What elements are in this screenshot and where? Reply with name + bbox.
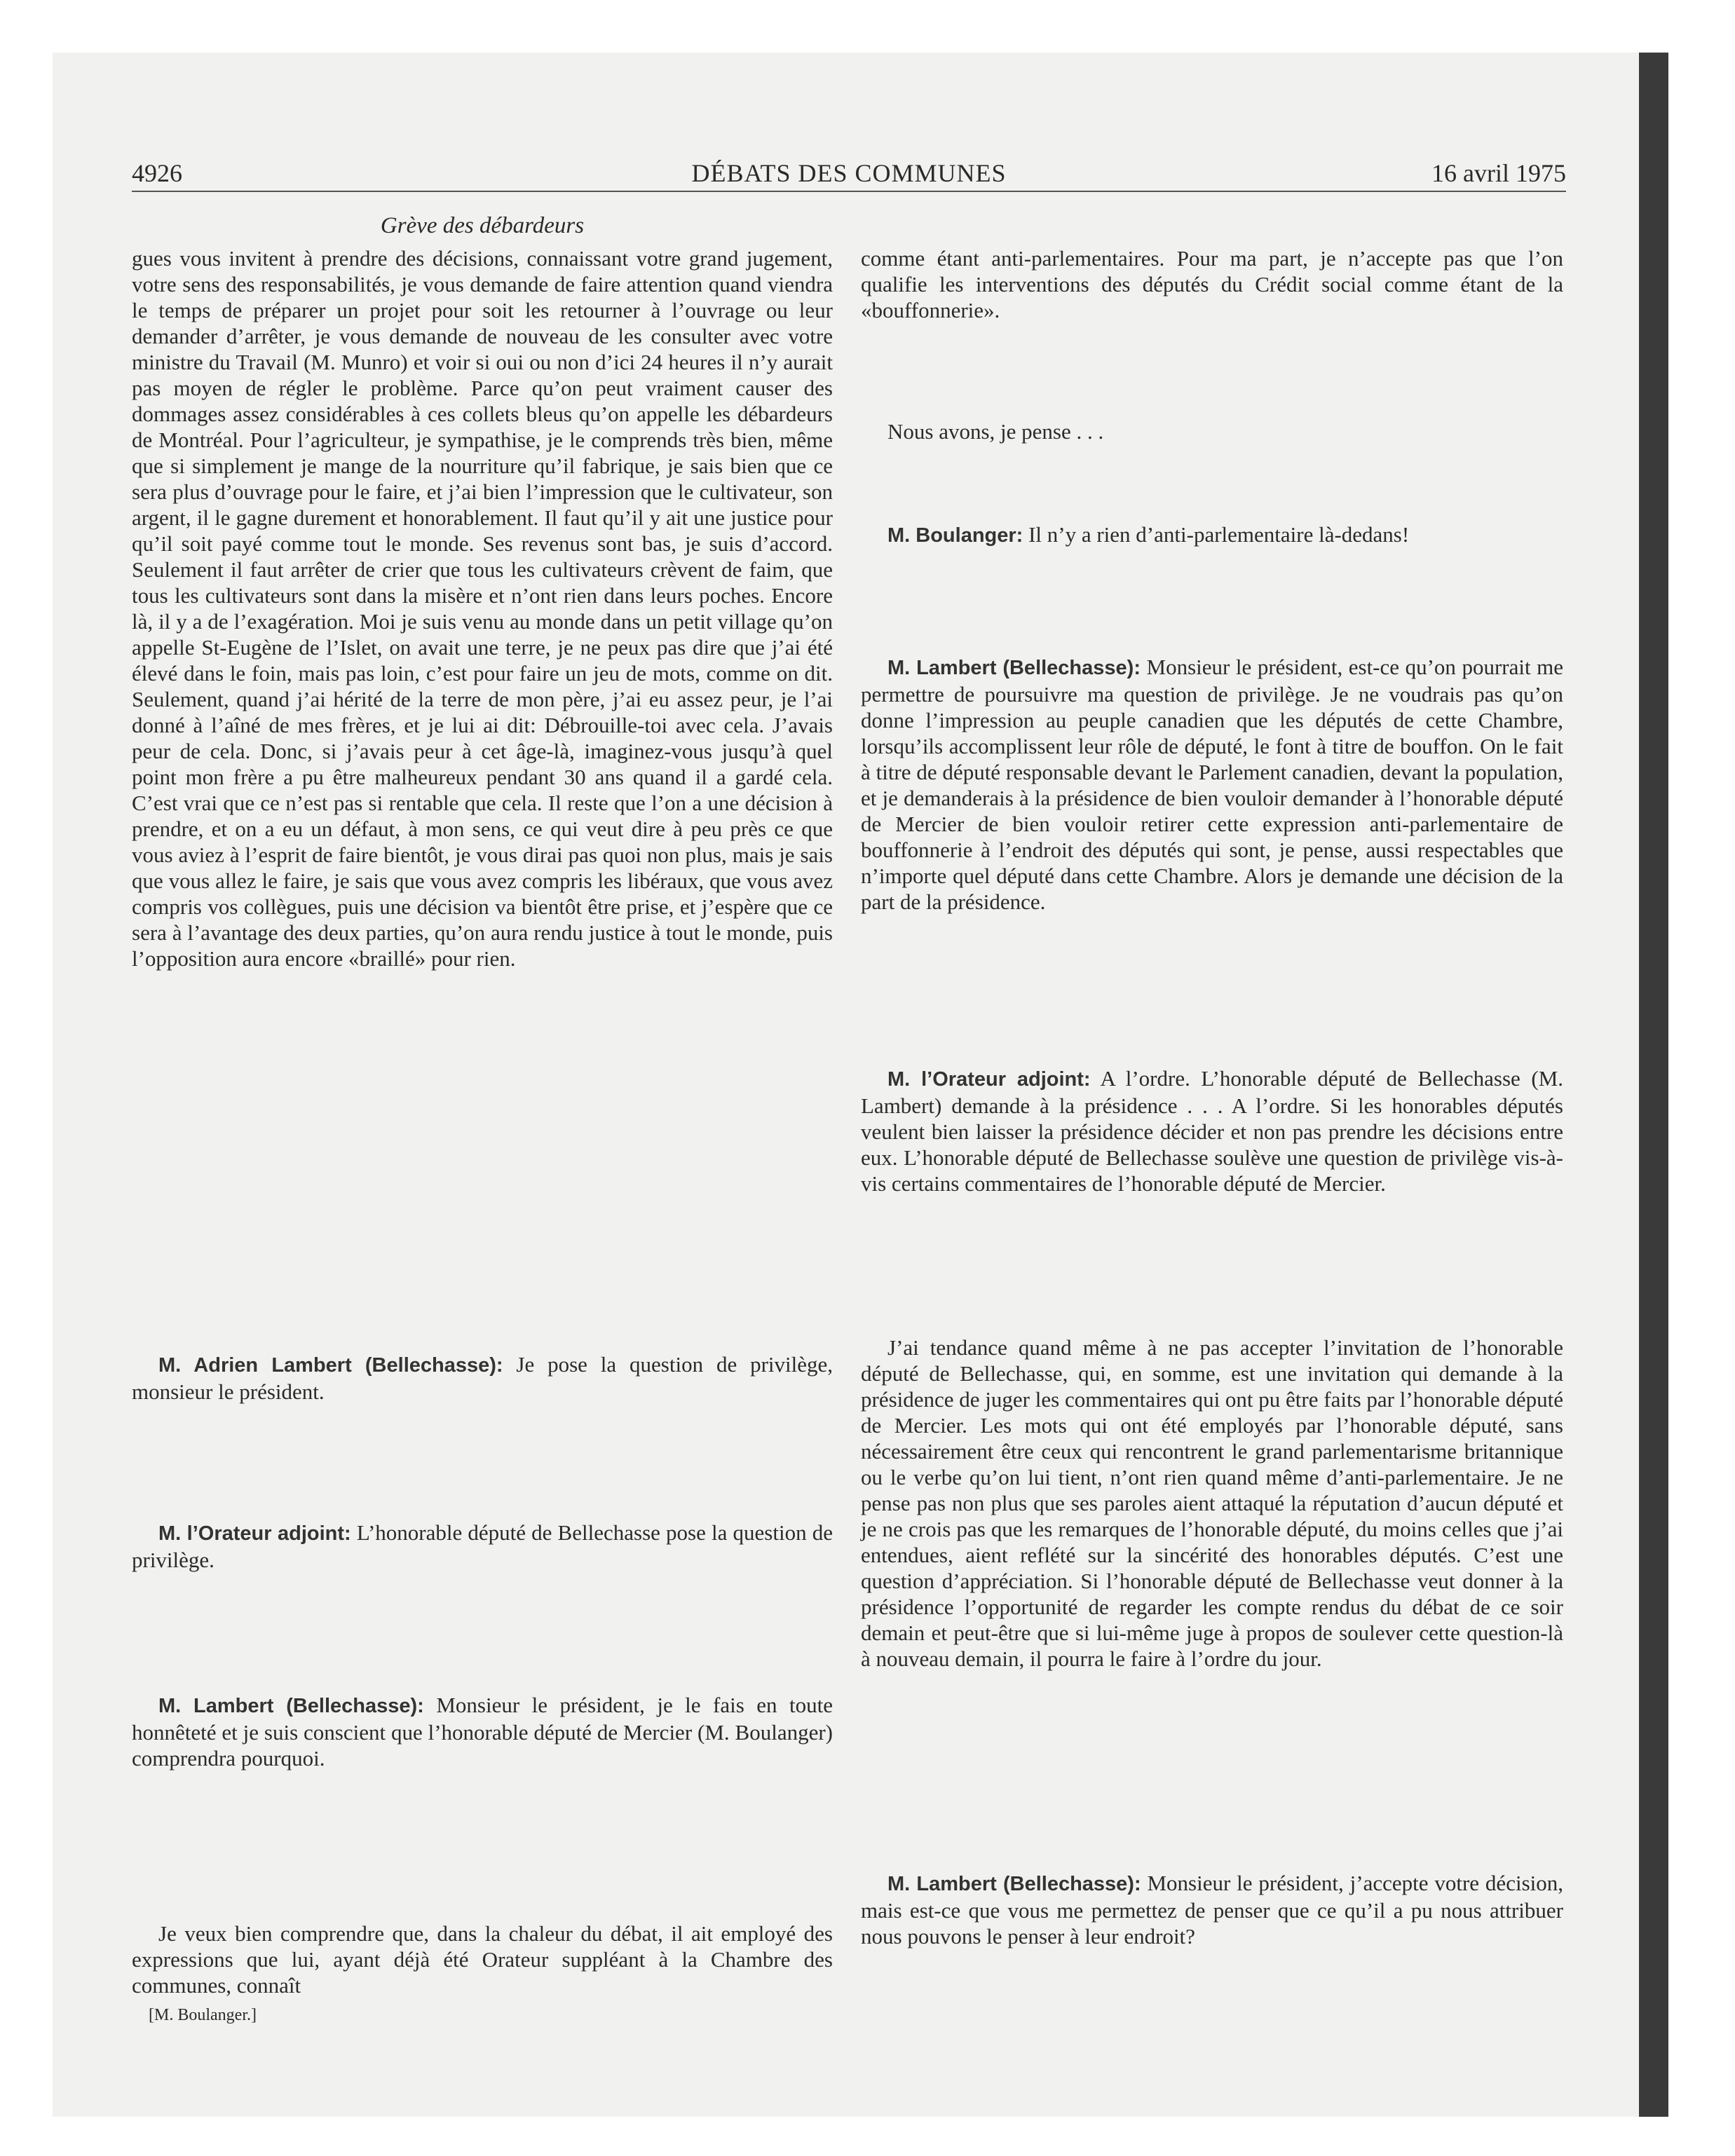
speaker-name: M. Lambert (Bellechasse): [887, 1873, 1141, 1895]
subject-heading: Grève des débardeurs [380, 213, 585, 238]
running-header [132, 156, 1566, 191]
right-column-block-7 [861, 1870, 1563, 1949]
page-number: 4926 [132, 159, 182, 187]
right-column-block-5 [861, 1065, 1563, 1196]
left-column-block-5 [132, 1920, 833, 1998]
right-paragraph-2: M. Boulanger: Il n’y a rien d’anti-parlementaire là-dedans! [887, 522, 1410, 547]
right-column-block-2 [861, 418, 1563, 444]
right-column-block-3 [861, 521, 1563, 549]
right-paragraph-3: M. Lambert (Bellechasse): Monsieur le président, est-ce qu’on pourrait me permettre de poursuivre ma question de privilège. Je ne voudrais pas qu’on donne l’impression au peuple canadien que les députés de cette Chambre, lorsqu’ils accomplissent leur rôle de député, le font à titre de bouffon. On le fait à titre de député responsable devant le Parlement canadien, devant la population, et je demanderais à la présidence de bien vouloir demander à l’honorable député de Mercier de bien vouloir retirer cette expression anti-parlementaire de bouffonnerie à l’endroit des députés qui sont, je pense, aussi respectables que n’importe quel député dans cette Chambre. Alors je demande une décision de la part de la présidence. [861, 655, 1563, 914]
right-paragraph-1: Nous avons, je pense . . . [887, 419, 1104, 444]
left-paragraph-4: Je veux bien comprendre que, dans la chaleur du débat, il ait employé des expressions que lui, ayant déjà été Orateur suppléant à la Chambre des communes, connaît [132, 1921, 833, 1998]
left-column-block-3 [132, 1520, 833, 1573]
right-column-block-4 [861, 654, 1563, 915]
left-column-block-1 [132, 245, 833, 971]
right-column-block-6 [861, 1335, 1563, 1672]
right-continued-paragraph: comme étant anti-parlementaires. Pour ma part, je n’accepte pas que l’on qualifie les interventions des députés du Crédit social comme étant de la «bouffonnerie». [861, 246, 1563, 322]
speaker-name: M. l’Orateur adjoint: [158, 1522, 351, 1545]
speaker-name: M. l’Orateur adjoint: [887, 1068, 1091, 1091]
right-paragraph-4: M. l’Orateur adjoint: A l’ordre. L’honorable député de Bellechasse (M. Lambert) demande à la présidence . . . A l’ordre. Si les honorables députés veulent bien laisser la présidence décider et non pas prendre les décisions entre eux. L’honorable député de Bellechasse soulève une question de privilège vis-à-vis certains commentaires de l’honorable député de Mercier. [861, 1066, 1564, 1196]
left-paragraph-1: M. Adrien Lambert (Bellechasse): Je pose la question de privilège, monsieur le président. [132, 1352, 833, 1404]
right-paragraph-5: J’ai tendance quand même à ne pas accepter l’invitation de l’honorable député de Bellechasse, qui, en somme, est une invitation qui demande à la présidence de juger les commentaires qui ont pu être faits par l’honorable député de Mercier. Les mots qui ont été employés par l’honorable député, sans nécessairement être ceux qui rencontrent le grand parlementarisme britannique ou le verbe qu’on lui tient, n’ont rien quand même d’anti-parlementaire. Je ne pense pas non plus que ses paroles aient attaqué la réputation d’aucun député et je ne crois pas que les remarques de l’honorable député, du moins celles que j’ai entendues, aient reflété sur la sincérité des honorables députés. C’est une question d’appréciation. Si l’honorable député de Bellechasse veut donner à la présidence l’opportunité de regarder les compte rendus du débat de ce soir demain et peut-être que si lui-même juge à propos de soulever cette question-là à nouveau demain, il pourra le faire à l’ordre du jour. [861, 1335, 1563, 1671]
speaker-name: M. Lambert (Bellechasse): [887, 657, 1141, 679]
left-paragraph-3: M. Lambert (Bellechasse): Monsieur le président, je le fais en toute honnêteté et je suis conscient que l’honorable député de Mercier (M. Boulanger) comprendra pourquoi. [132, 1693, 833, 1770]
header-rule [132, 191, 1566, 192]
left-continued-paragraph: gues vous invitent à prendre des décisions, connaissant votre grand jugement, votre sens des responsabilités, je vous demande de faire attention quand viendra le temps de préparer un projet pour soit les retourner à l’ouvrage ou leur demander d’arrêter, je vous demande de nouveau de les consulter avec votre ministre du Travail (M. Munro) et voir si oui ou non d’ici 24 heures il n’y aurait pas moyen de régler le problème. Parce qu’on peut vraiment causer des dommages assez considérables à ces collets bleus qu’on appelle les débardeurs de Montréal. Pour l’agriculteur, je sympathise, je le comprends très bien, même que si simplement je mange de la nourriture qu’il fabrique, je sais bien que ce sera plus d’ouvrage pour le faire, et j’ai bien l’impression que le cultivateur, son argent, il le gagne durement et honorablement. Il faut qu’il y ait une justice pour qu’il soit payé comme tout le monde. Ses revenus sont bas, je suis d’accord. Seulement il faut arrêter de crier que tous les cultivateurs crèvent de faim, que tous les cultivateurs sont dans la misère et n’ont rien dans leurs poches. Encore là, il y a de l’exagération. Moi je suis venu au monde dans un petit village qu’on appelle St-Eugène de l’Islet, on avait une terre, je ne peux pas dire que j’ai été élevé dans le foin, mais pas loin, c’est pour faire un jeu de mots, comme on dit. Seulement, quand j’ai hérité de la terre de mon père, j’ai eu assez peur, je l’ai donné à l’aîné de mes frères, et je lui ai dit: Débrouille-toi avec cela. J’avais peur de cela. Donc, si j’avais peur à cet âge-là, imaginez-vous jusqu’à quel point mon frère a pu être malheureux pendant 30 ans quand il a gardé cela. C’est vrai que ce n’est pas si rentable que cela. Il reste que l’on a une décision à prendre, et on a eu un défaut, à mon sens, ce qui veut dire à peu près ce que vous aviez à l’esprit de faire bientôt, je vous dirai pas quoi non plus, mais je sais que vous allez le faire, je sais que vous avez compris les libéraux, que vous avez compris vos collègues, puis une décision va bientôt être prise, et j’espère que ce sera à l’avantage des deux parties, qu’on aura rendu justice à tout le monde, puis l’opposition aura encore «braillé» pour rien. [132, 246, 833, 971]
header-date: 16 avril 1975 [1431, 159, 1566, 187]
speaker-name: M. Lambert (Bellechasse): [158, 1695, 424, 1717]
right-column-block-1 [861, 245, 1563, 323]
left-column-block-2 [132, 1351, 833, 1405]
speaker-name: M. Adrien Lambert (Bellechasse): [158, 1354, 503, 1377]
left-paragraph-2: M. l’Orateur adjoint: L’honorable député de Bellechasse pose la question de privilège. [132, 1520, 833, 1572]
binding-edge [1639, 53, 1668, 2117]
footnote-speaker: [M. Boulanger.] [149, 2006, 257, 2024]
right-paragraph-6: M. Lambert (Bellechasse): Monsieur le président, j’accepte votre décision, mais est-ce que vous me permettez de penser que ce qu’il a pu nous attribuer nous pouvons le penser à leur endroit? [861, 1871, 1563, 1949]
left-column-block-4 [132, 1692, 833, 1771]
speaker-name: M. Boulanger: [887, 524, 1023, 547]
publication-title: DÉBATS DES COMMUNES [691, 159, 1007, 187]
